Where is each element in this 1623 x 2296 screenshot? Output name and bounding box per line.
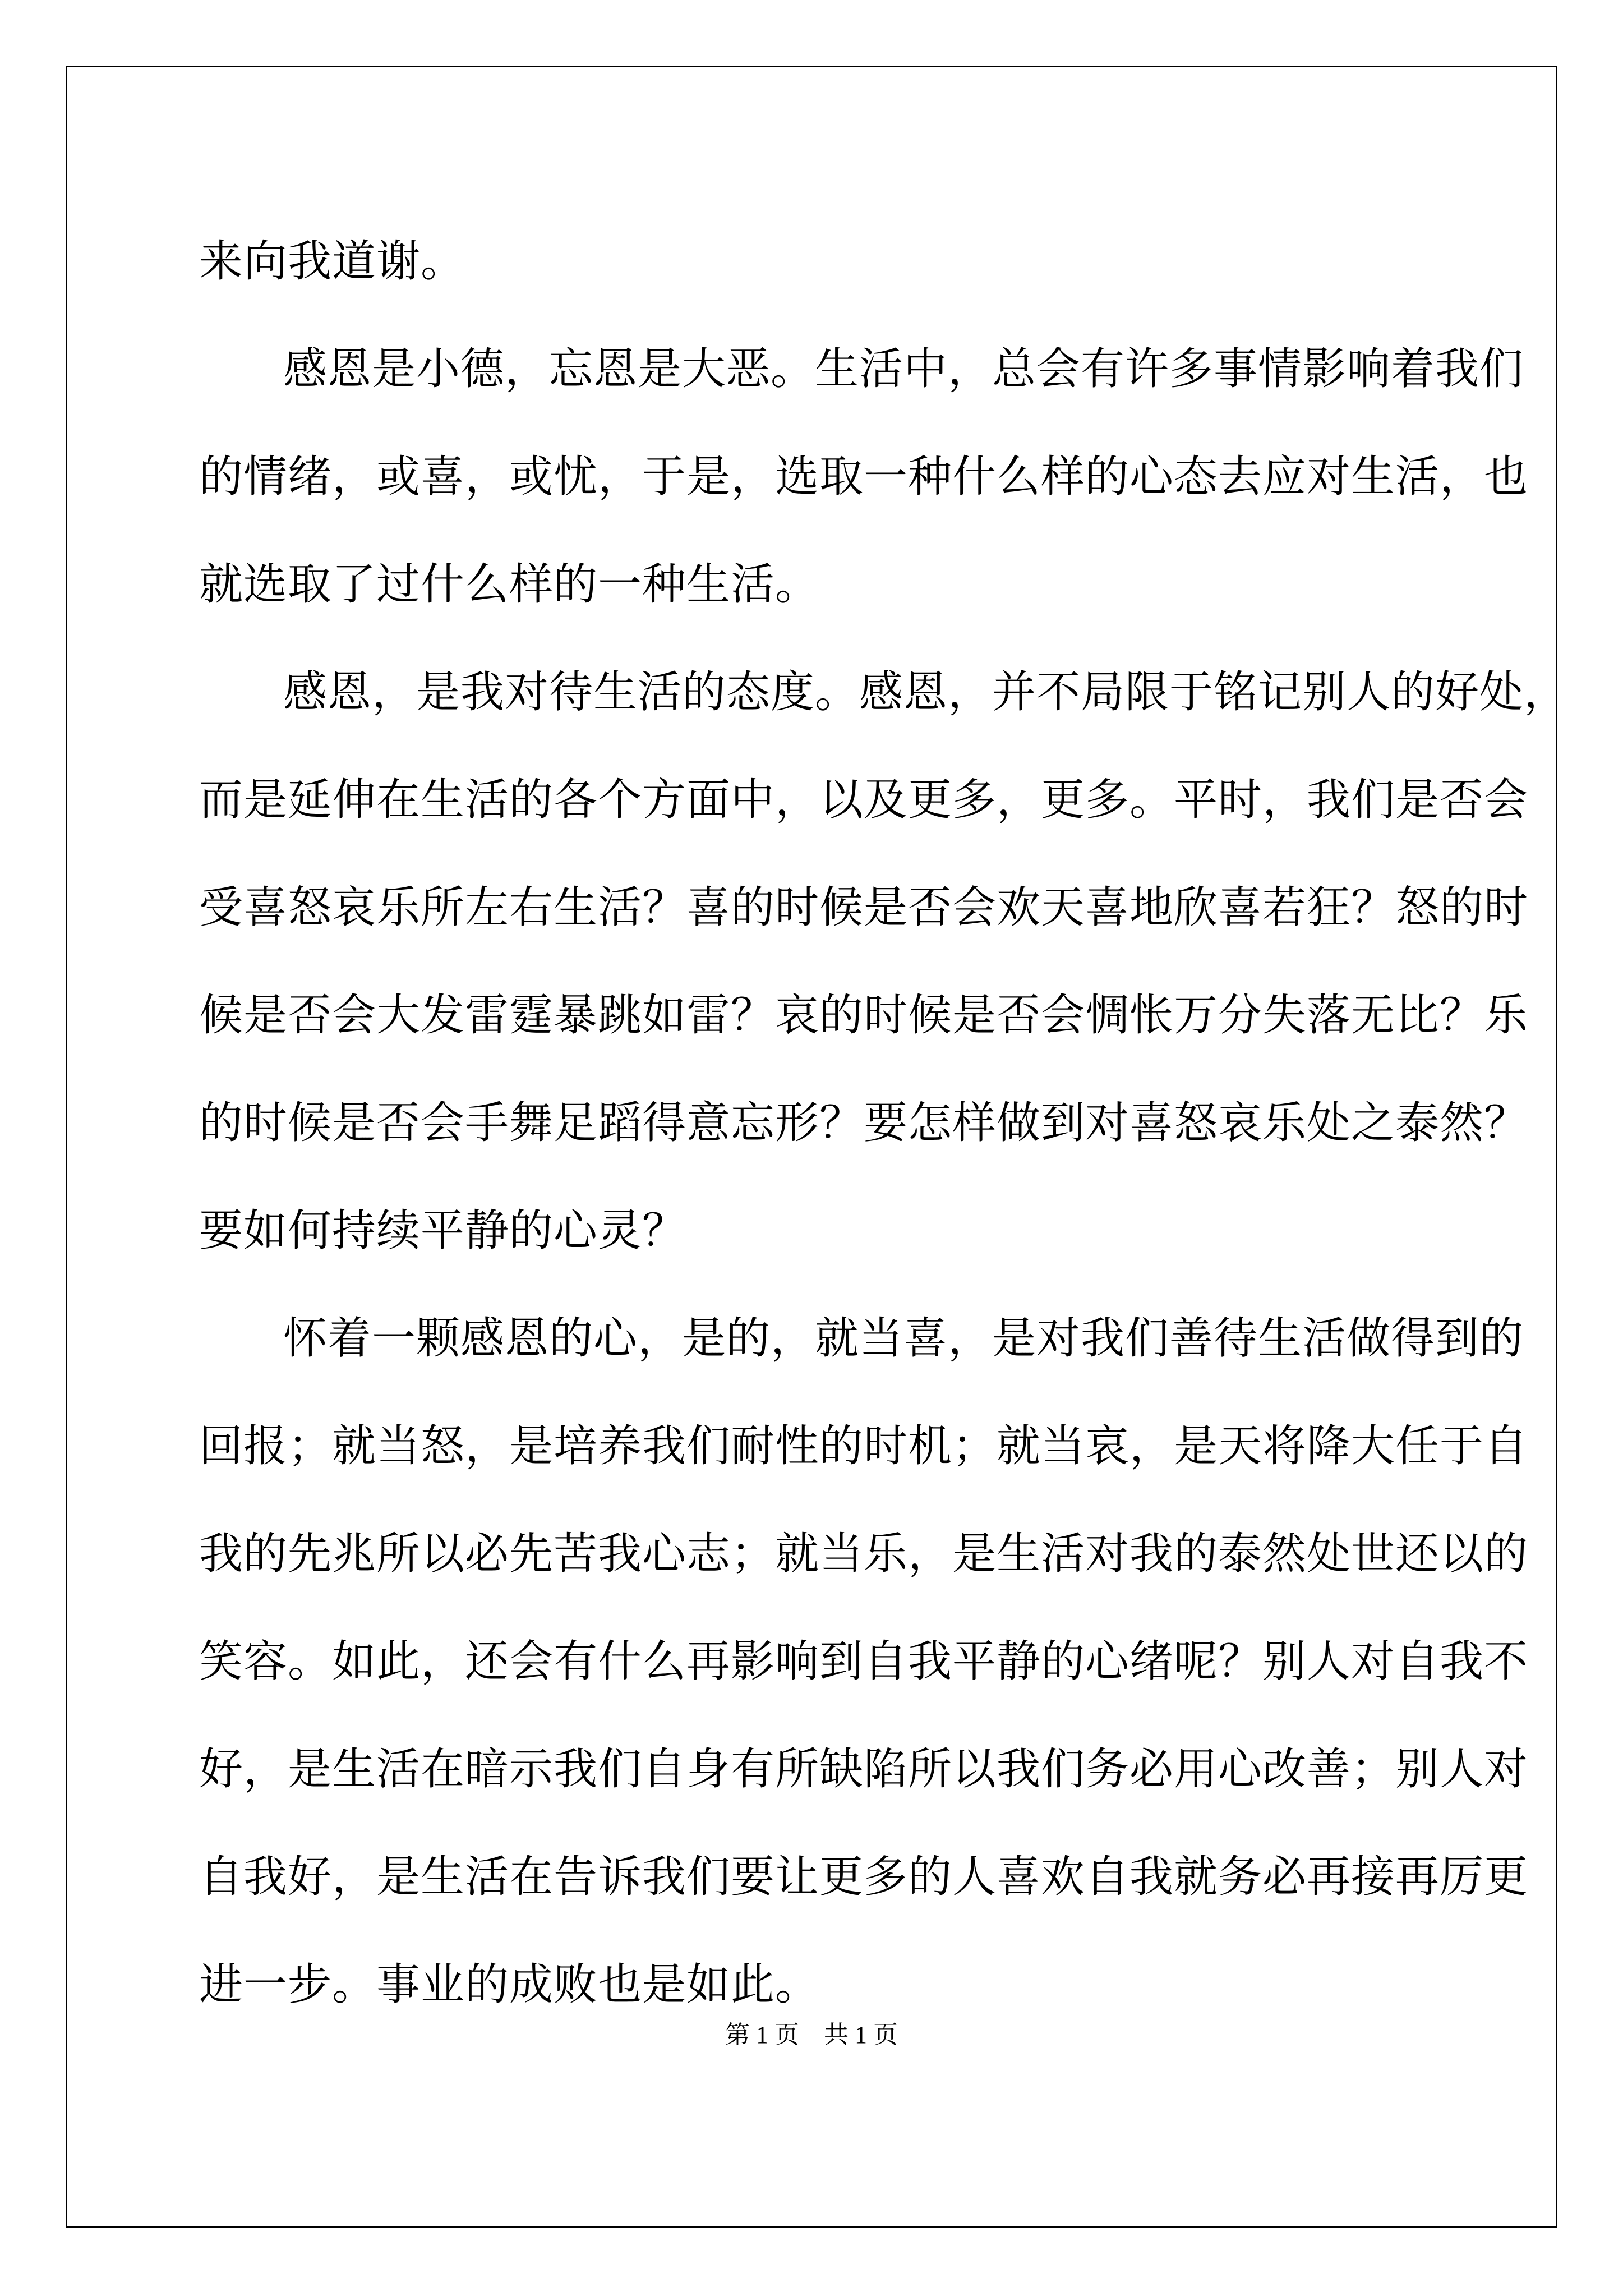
page-number-footer: 第 1 页 共 1 页: [725, 2021, 898, 2049]
paragraph-first-line: 感恩是小德，忘恩是大恶。生活中，总会有许多事情影响着我们: [283, 344, 1524, 394]
text-line: 我的先兆所以必先苦我心志；就当乐，是生活对我的泰然处世还以的: [199, 1529, 1529, 1579]
text-line: 好，是生活在暗示我们自身有所缺陷所以我们务必用心改善；别人对: [199, 1744, 1529, 1795]
text-line: 候是否会大发雷霆暴跳如雷？哀的时候是否会惆怅万分失落无比？乐: [199, 990, 1529, 1041]
text-line: 自我好，是生活在告诉我们要让更多的人喜欢自我就务必再接再厉更: [199, 1852, 1529, 1902]
text-line: 要如何持续平静的心灵？: [199, 1205, 687, 1256]
paragraph-first-line: 感恩，是我对待生活的态度。感恩，并不局限于铭记别人的好处，: [283, 667, 1569, 717]
text-line: 而是延伸在生活的各个方面中，以及更多，更多。平时，我们是否会: [199, 775, 1529, 825]
text-line: 来向我道谢。: [199, 236, 465, 287]
text-line: 受喜怒哀乐所左右生活？喜的时候是否会欢天喜地欣喜若狂？怒的时: [199, 882, 1529, 933]
text-line: 的情绪，或喜，或忧，于是，选取一种什么样的心态去应对生活，也: [199, 452, 1529, 502]
paragraph-first-line: 怀着一颗感恩的心，是的，就当喜，是对我们善待生活做得到的: [283, 1313, 1524, 1364]
text-line: 笑容。如此，还会有什么再影响到自我平静的心绪呢？别人对自我不: [199, 1636, 1529, 1687]
text-line: 回报；就当怒，是培养我们耐性的时机；就当哀，是天将降大任于自: [199, 1421, 1529, 1471]
text-line: 就选取了过什么样的一种生活。: [199, 559, 820, 610]
text-line: 的时候是否会手舞足蹈得意忘形？要怎样做到对喜怒哀乐处之泰然？: [199, 1098, 1529, 1148]
text-line: 进一步。事业的成败也是如此。: [199, 1959, 820, 2010]
document-body: [199, 208, 1569, 2039]
